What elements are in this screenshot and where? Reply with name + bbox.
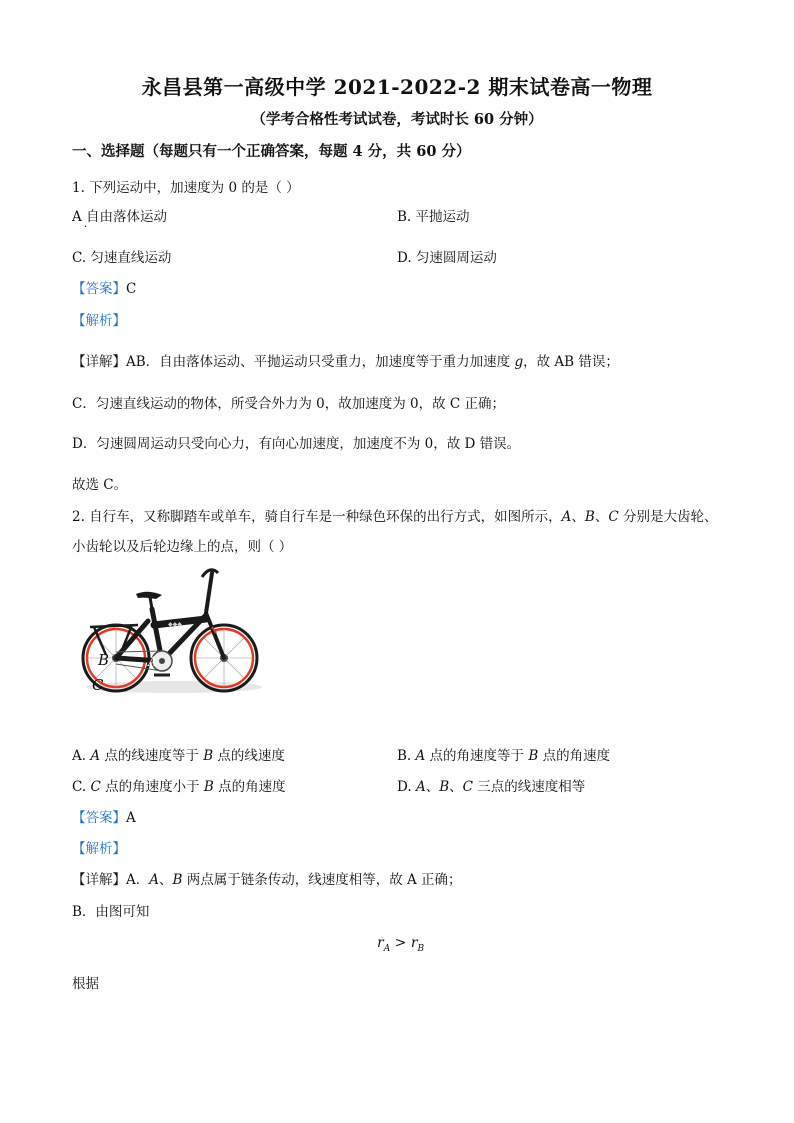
stem-sep: 、 [571,509,585,525]
q1-stem: 1. 下列运动中，加速度为 0 的是（ ） [72,180,300,196]
q2-detail-1 [72,868,462,888]
detail-tag: 【详解】 [72,872,126,888]
opt-var: B [439,779,450,795]
opt-text: 点的线速度等于 [100,748,204,764]
opt-prefix: C. [72,779,91,795]
label-b: B [98,651,110,669]
opt-text: 点的线速度 [213,748,285,764]
q2-option-a [72,744,285,764]
opt-var: C [90,779,101,795]
q1-option-b: B. 平抛运动 [397,209,470,225]
formula-sub-b: B [417,943,425,954]
stem-var-a: A [561,509,572,525]
opt-prefix: A. [72,748,91,764]
answer-tag: 【答案】 [72,810,126,826]
label-a: A [148,655,158,670]
opt-text: 点的角速度等于 [425,748,529,764]
detail-text-end: ，故 AB 错误； [523,354,619,370]
q1-analysis-tag: 【解析】 [72,313,126,329]
opt-prefix: B. [397,748,416,764]
stem-sep: 、 [594,509,609,525]
q2-option-d [397,775,585,795]
formula-ra-gt-rb [377,935,424,954]
detail-tag: 【详解】 [72,354,126,370]
opt-var: B [528,748,539,764]
formula-sub-a: A [383,943,391,954]
bicycle-figure [76,563,266,699]
q1-conclusion: 故选 C。 [72,477,128,493]
detail-var-g: g [514,354,524,370]
page-title: 永昌县第一高级中学 2021-2022-2 期末试卷高一物理 [141,75,653,99]
opt-prefix: D. [397,779,416,795]
q2-answer [72,806,136,826]
detail-var: A [149,872,159,888]
page-subtitle: （学考合格性考试试卷，考试时长 60 分钟） [251,111,543,128]
opt-var: A [90,748,101,764]
q1-option-d: D. 匀速圆周运动 [397,250,497,266]
q2-option-b [397,744,610,764]
q2-option-c [72,775,286,795]
answer-value: A [126,810,136,826]
q2-stem-line2: 小齿轮以及后轮边缘上的点，则（ ） [72,539,293,555]
formula-op: > [390,935,411,951]
stray-dot: · [84,222,88,233]
label-c: C [92,676,104,694]
svg-text:◆◆◆: ◆◆◆ [168,621,182,628]
q2-stem-line1 [72,505,717,525]
fork-stem [206,573,224,658]
opt-var: B [203,748,214,764]
opt-var: B [203,779,214,795]
q1-option-c: C. 匀速直线运动 [72,250,172,266]
stem-var-b: B [584,509,595,525]
opt-text: 点的角速度 [213,779,286,795]
section-heading: 一、选择题（每题只有一个正确答案，每题 4 分，共 60 分） [72,143,471,160]
detail-text: AB．自由落体运动、平抛运动只受重力，加速度等于重力加速度 [126,354,515,370]
q1-answer [72,277,136,297]
opt-text: 三点的线速度相等 [472,779,586,795]
formula-r: r [377,935,384,951]
opt-sep: 、 [425,779,440,795]
q2-analysis-tag: 【解析】 [72,841,126,857]
opt-text: 点的角速度 [538,748,611,764]
detail-sep: 、 [159,872,173,888]
q1-detail-1 [72,350,619,370]
q1-option-a: A 自由落体运动 [72,209,168,225]
opt-sep: 、 [449,779,463,795]
formula-r: r [410,935,418,951]
stem-var-c: C [608,509,619,525]
detail-text: A． [126,872,150,888]
q2-detail-2: B．由图可知 [72,904,150,920]
q1-detail-3: D．匀速圆周运动只受向心力，有向心加速度，加速度不为 0，故 D 错误。 [72,436,521,452]
opt-var: C [462,779,473,795]
answer-value: C [126,281,137,297]
detail-text-end: 两点属于链条传动，线速度相等，故 A 正确； [182,872,462,888]
seat-post [150,597,152,609]
opt-text: 点的角速度小于 [100,779,204,795]
q2-tail: 根据 [72,976,99,992]
stem-text-end: 分别是大齿轮、 [618,509,718,525]
opt-var: A [415,779,426,795]
saddle [136,592,162,599]
stem-text: 2. 自行车，又称脚踏车或单车，骑自行车是一种绿色环保的出行方式，如图所示， [72,509,562,525]
answer-tag: 【答案】 [72,281,126,297]
detail-var: B [172,872,183,888]
q1-detail-2: C．匀速直线运动的物体，所受合外力为 0，故加速度为 0，故 C 正确； [72,396,506,412]
bicycle-drawing [76,563,266,699]
opt-var: A [415,748,426,764]
